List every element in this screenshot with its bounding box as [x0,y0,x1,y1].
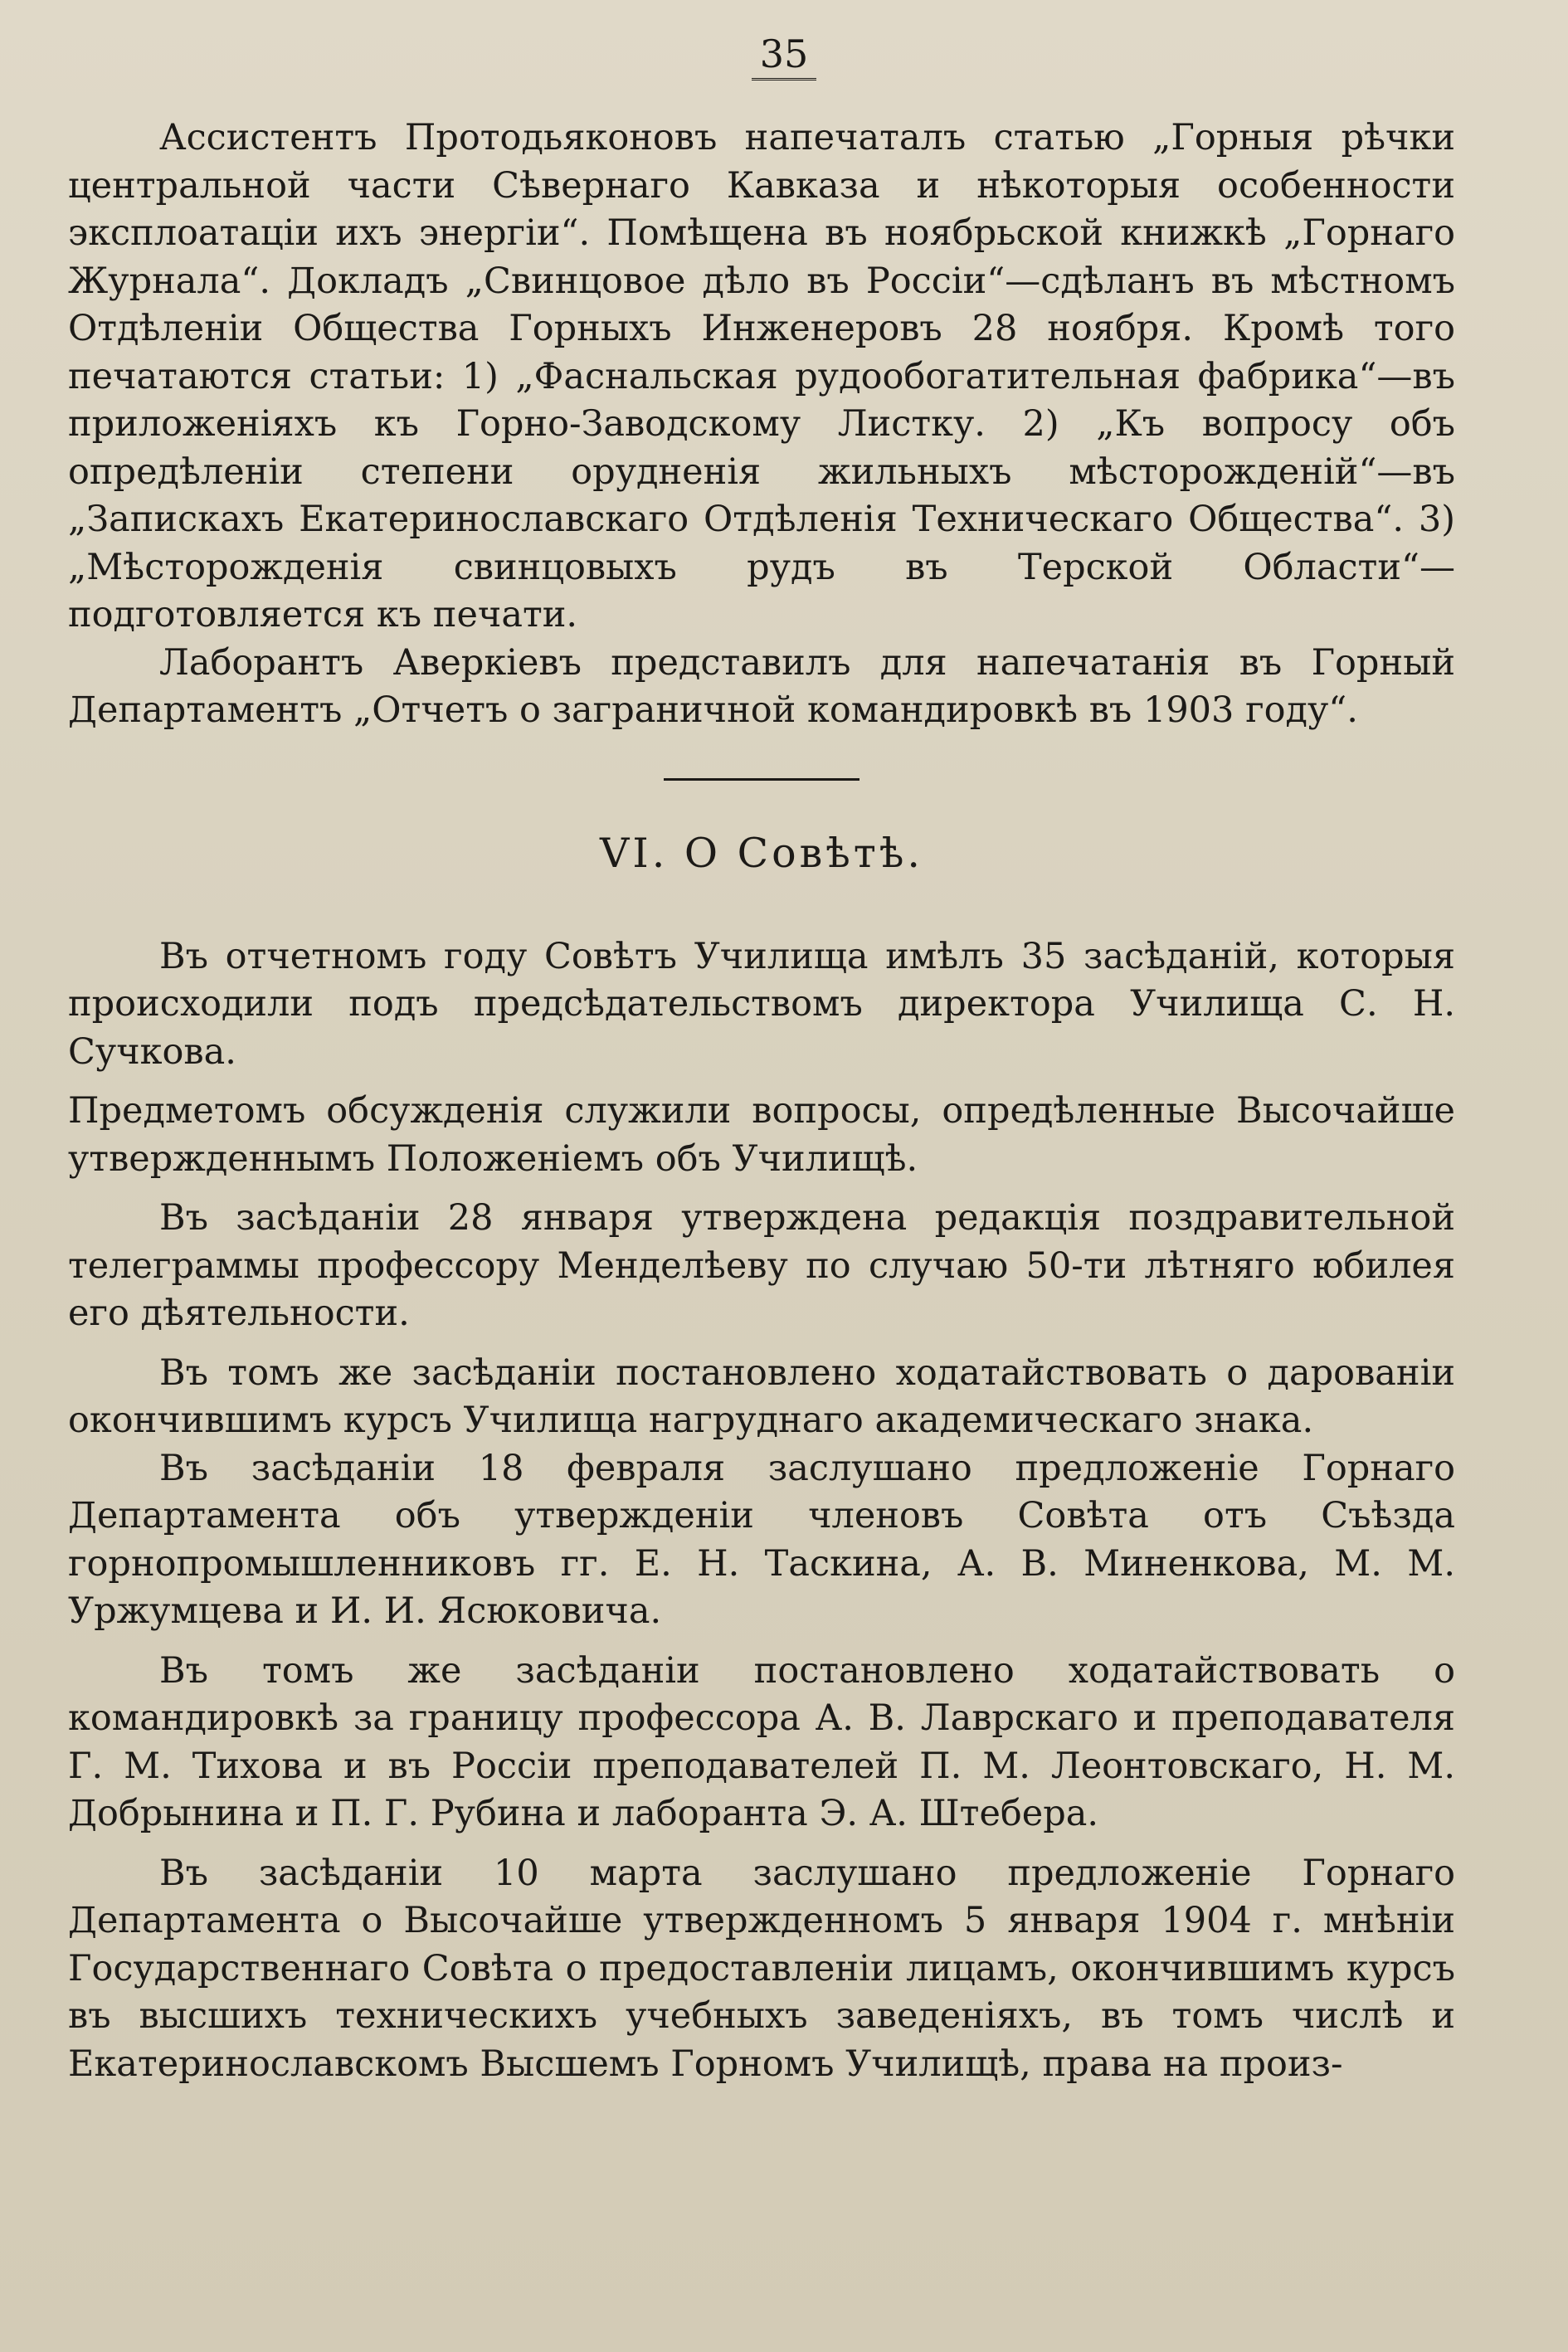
paragraph-feb-18: Въ засѣданіи 18 февраля заслушано предложеніе Горнаго Департамента объ утвержденіи членовъ Совѣта отъ Съѣзда горнопромышленниковъ гг. Е. Н. Таскина, А. В. Миненкова, М. М. Уржумцева и И. И. Ясюковича. [68,1447,1455,1632]
paragraph-discussion-topics: Предметомъ обсужденія служили вопросы, опредѣленные Высочайше утвержденнымъ Положеніемъ объ Училищѣ. [68,1090,1455,1180]
paragraph-council-meetings: Въ отчетномъ году Совѣтъ Училища имѣлъ 35 засѣданій, которыя происходили подъ предсѣдательствомъ директора Училища С. Н. Сучкова. [68,935,1455,1073]
paragraph-missions: Въ томъ же засѣданіи постановлено ходатайствовать о командировкѣ за границу профессора А. В. Лаврскаго и преподавателя Г. М. Тихова и въ Россіи преподавателей П. М. Леонтовскаго, Н. М. Добрынина и П. Г. Рубина и лаборанта Э. А. Штебера. [68,1649,1455,1834]
page-number-text: 35 [752,35,817,80]
paragraph-averkiev: Лаборантъ Аверкіевъ представилъ для напечатанія въ Горный Департаментъ „Отчетъ о заграничной командировкѣ въ 1903 году“. [68,641,1455,731]
paragraph-badge: Въ томъ же засѣданіи постановлено ходатайствовать о дарованіи окончившимъ курсъ Училища нагруднаго академическаго знака. [68,1351,1455,1441]
paragraph-mar-10: Въ засѣданіи 10 марта заслушано предложеніе Горнаго Департамента о Высочайше утвержденномъ 5 января 1904 г. мнѣніи Государственнаго Совѣта о предоставленіи лицамъ, окончившимъ курсъ въ высшихъ техническихъ учебныхъ заведеніяхъ, въ томъ числѣ и Екатеринославскомъ Высшемъ Горномъ Училищѣ, права на произ- [68,1852,1455,2085]
paragraph-protodyakonov: Ассистентъ Протодьяконовъ напечаталъ статью „Горныя рѣчки центральной части Сѣвернаго Кавказа и нѣкоторыя особенности эксплоатаціи ихъ энергіи“. Помѣщена въ ноябрьской книжкѣ „Горнаго Журнала“. Докладъ „Свинцовое дѣло въ Россіи“—сдѣланъ въ мѣстномъ Отдѣленіи Общества Горныхъ Инженеровъ 28 ноября. Кромѣ того печатаются статьи: 1) „Фаснальская рудообогатительная фабрика“—въ приложеніяхъ къ Горно-Заводскому Листку. 2) „Къ вопросу объ опредѣленіи степени орудненія жильныхъ мѣсторожденій“—въ „Запискахъ Екатеринославскаго Отдѣленія Техническаго Общества“. 3) „Мѣсторожденія свинцовыхъ рудъ въ Терской Области“—подготовляется къ печати. [68,117,1455,635]
page-body [68,114,1455,2088]
page-number [0,32,1568,80]
section-divider [664,778,859,781]
section-title: VI. О Совѣтѣ. [600,829,923,877]
paragraph-jan-28: Въ засѣданіи 28 января утверждена редакція поздравительной телеграммы профессору Менделѣеву по случаю 50-ти лѣтняго юбилея его дѣятельности. [68,1197,1455,1334]
